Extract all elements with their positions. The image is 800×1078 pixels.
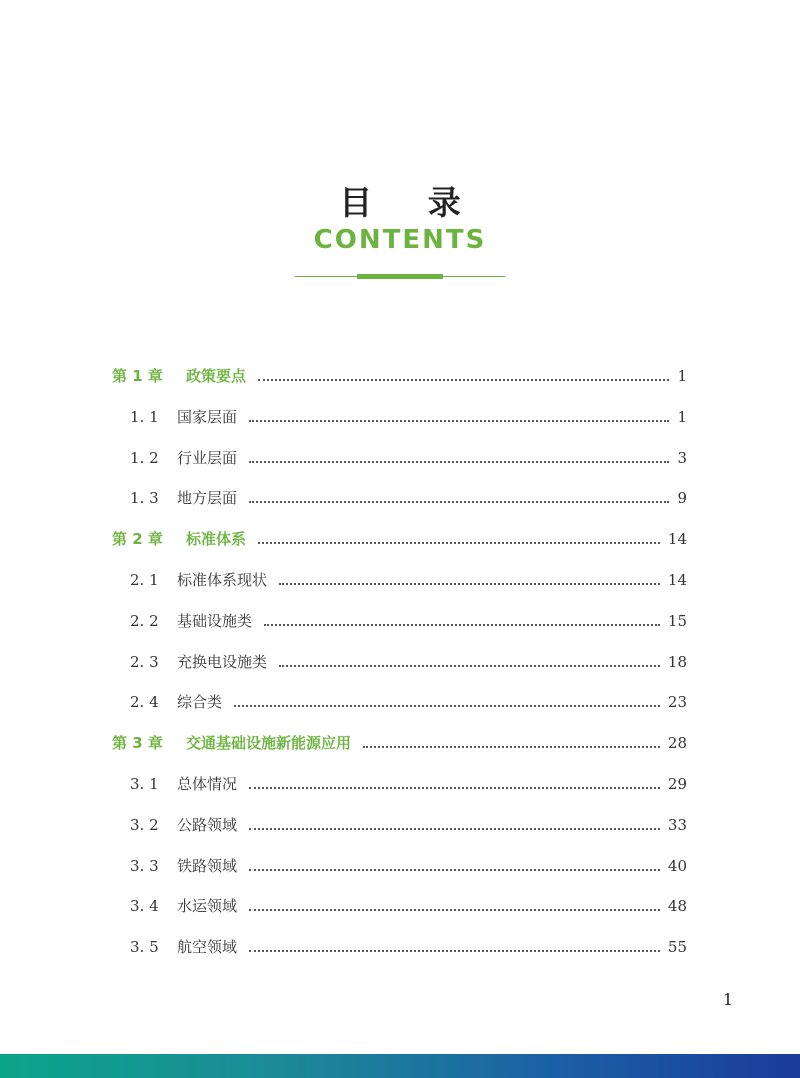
toc-entry-title: 航空领域 (177, 938, 238, 957)
toc-dot-leader (249, 420, 669, 422)
toc-dot-leader (258, 542, 660, 544)
title-divider-accent (357, 274, 443, 279)
toc-section-row[interactable] (0, 846, 800, 886)
toc-entry-number: 2. 2 (130, 611, 159, 630)
toc-entry-number: 2. 3 (130, 652, 159, 671)
toc-entry-page: 14 (667, 530, 687, 549)
toc-entry-title: 充换电设施类 (177, 652, 268, 671)
toc-entry-title: 综合类 (177, 693, 223, 712)
toc-entry-title: 水运领域 (177, 897, 238, 916)
page-subtitle: CONTENTS (313, 225, 487, 255)
toc-entry-number: 2. 4 (130, 693, 159, 712)
toc-entry-page: 18 (667, 652, 687, 671)
toc-entry-title: 基础设施类 (177, 611, 253, 630)
toc-entry-title: 交通基础设施新能源应用 (186, 734, 352, 753)
toc-section-row[interactable] (0, 397, 800, 437)
toc-entry-number: 第 1 章 (112, 367, 163, 385)
toc-dot-leader (249, 869, 660, 871)
toc-section-row[interactable] (0, 927, 800, 967)
toc-entry-title: 公路领域 (177, 815, 238, 834)
toc-dot-leader (279, 665, 660, 667)
toc-entry-title: 铁路领域 (177, 856, 238, 875)
toc-dot-leader (234, 705, 660, 707)
toc-entry-number: 3. 5 (130, 938, 159, 957)
toc-dot-leader (264, 624, 660, 626)
page-title: 目 录 (339, 183, 483, 222)
toc-dot-leader (249, 461, 669, 463)
toc-entry-title: 标准体系 (186, 530, 247, 549)
toc-entry-page: 28 (667, 734, 687, 753)
toc-entry-title: 国家层面 (177, 407, 238, 426)
toc-section-row[interactable] (0, 764, 800, 804)
toc-dot-leader (249, 787, 660, 789)
toc-entry-number: 第 2 章 (112, 530, 163, 549)
toc-entry-number: 1. 1 (130, 407, 159, 426)
toc-dot-leader (249, 828, 660, 830)
toc-header (0, 183, 800, 255)
toc-chapter-row[interactable] (0, 723, 800, 763)
toc-entry-number: 3. 4 (130, 897, 159, 916)
toc-section-row[interactable] (0, 560, 800, 600)
toc-chapter-row[interactable] (0, 519, 800, 559)
toc-entry-title: 总体情况 (177, 775, 238, 793)
toc-entry-title: 标准体系现状 (177, 571, 268, 589)
page-number: 1 (722, 990, 733, 1009)
toc-dot-leader (249, 950, 660, 952)
toc-entry-title: 行业层面 (177, 448, 238, 467)
toc-section-row[interactable] (0, 886, 800, 926)
toc-entry-number: 3. 1 (130, 775, 159, 793)
toc-entry-page: 33 (667, 815, 687, 834)
footer-color-band (0, 1054, 800, 1078)
toc-entry-page: 29 (667, 775, 687, 793)
toc-entry-page: 55 (667, 938, 687, 957)
toc-dot-leader (363, 746, 660, 748)
toc-entry-page: 3 (677, 448, 687, 467)
toc-chapter-row[interactable] (0, 356, 800, 396)
toc-entry-page: 48 (667, 897, 687, 916)
toc-section-row[interactable] (0, 438, 800, 478)
toc-dot-leader (279, 583, 660, 585)
toc-entry-number: 1. 2 (130, 448, 159, 467)
toc-entry-title: 政策要点 (186, 367, 247, 385)
toc-entry-page: 15 (667, 611, 687, 630)
toc-entry-page: 1 (677, 407, 687, 426)
toc-entry-page: 23 (667, 693, 687, 712)
toc-entry-page: 14 (667, 571, 687, 589)
toc-section-row[interactable] (0, 642, 800, 682)
toc-section-row[interactable] (0, 682, 800, 722)
toc-entry-title: 地方层面 (177, 489, 238, 508)
toc-entry-number: 3. 3 (130, 856, 159, 875)
toc-entry-number: 2. 1 (130, 571, 159, 589)
toc-entry-number: 第 3 章 (112, 734, 163, 753)
toc-dot-leader (249, 501, 669, 503)
toc-dot-leader (249, 909, 660, 911)
toc-entry-number: 3. 2 (130, 815, 159, 834)
toc-dot-leader (258, 379, 669, 381)
toc-entry-page: 1 (677, 367, 687, 385)
toc-entry-number: 1. 3 (130, 489, 159, 508)
toc-section-row[interactable] (0, 805, 800, 845)
toc-section-row[interactable] (0, 601, 800, 641)
toc-section-row[interactable] (0, 478, 800, 518)
toc-entry-page: 40 (667, 856, 687, 875)
toc-entry-page: 9 (677, 489, 687, 508)
